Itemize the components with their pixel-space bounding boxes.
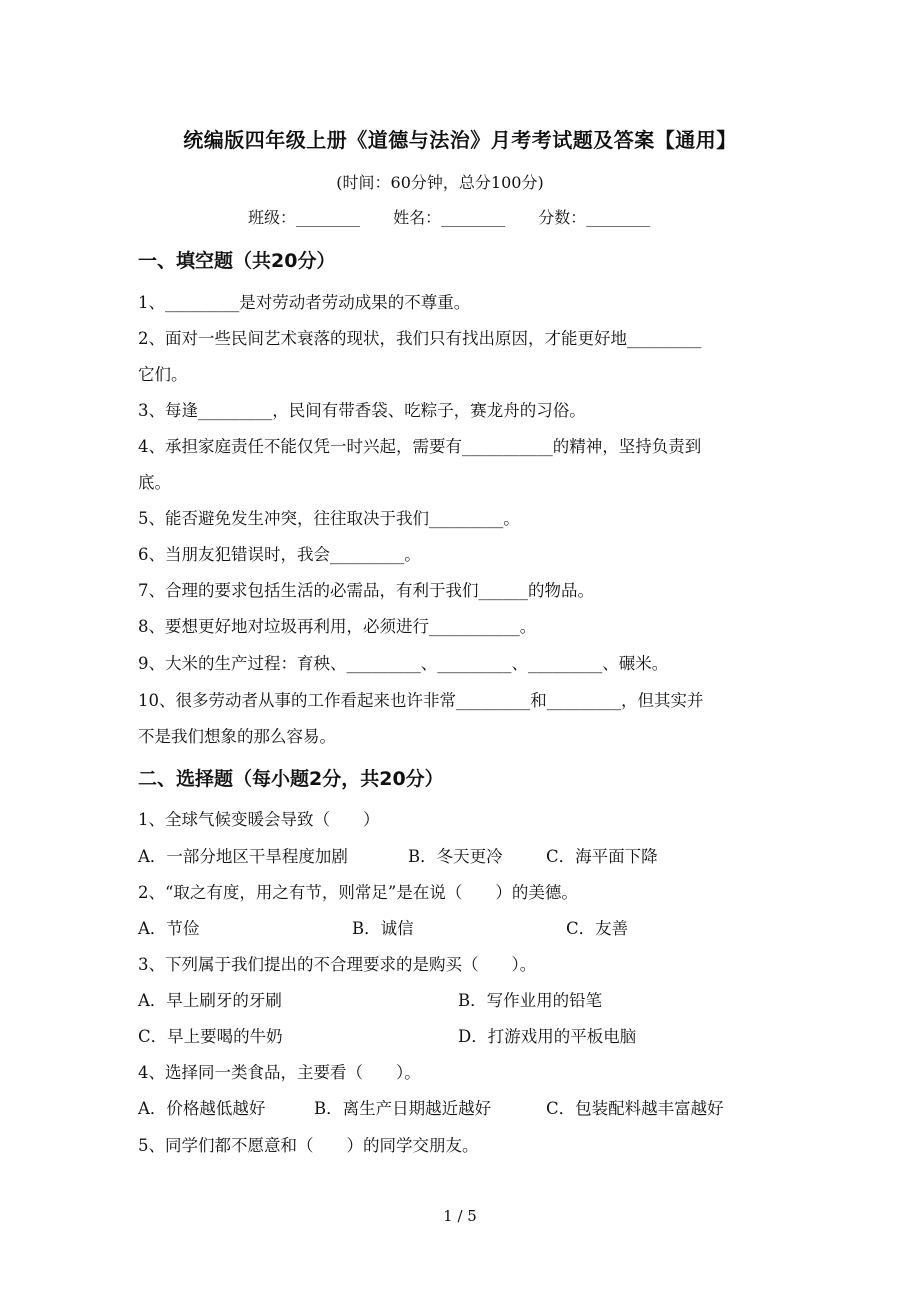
section-heading-multiple-choice: 二、选择题（每小题2分，共20分） [138,768,444,790]
question-line: 4、承担家庭责任不能仅凭一时兴起，需要有___________的精神，坚持负责到 [138,437,702,456]
question-line: 5、能否避免发生冲突，往往取决于我们_________。 [138,509,520,528]
exam-subtitle: (时间：60分钟，总分100分) [336,173,544,192]
option-c: C．早上要喝的牛奶 [138,1027,283,1046]
question-stem: 4、选择同一类食品，主要看（ ）。 [138,1063,421,1082]
option-c: C．友善 [566,919,629,938]
option-c: C．包装配料越丰富越好 [546,1099,724,1118]
question-line: 6、当朋友犯错误时，我会_________。 [138,545,421,564]
option-b: B．冬天更冷 [408,847,503,866]
question-stem: 1、全球气候变暖会导致（ ） [138,810,380,829]
question-stem: 5、同学们都不愿意和（ ）的同学交朋友。 [138,1136,479,1155]
question-line: 它们。 [138,365,188,384]
class-field: 班级：________ [248,208,361,227]
student-info-row [248,205,678,228]
question-stem: 2、“取之有度，用之有节，则常足”是在说（ ）的美德。 [138,883,578,902]
question-line: 9、大米的生产过程：育秧、_________、_________、_________、碾米。 [138,654,669,673]
section-heading-fill-blank: 一、填空题（共20分） [138,250,336,272]
option-a: A．节俭 [138,919,200,938]
question-line: 7、合理的要求包括生活的必需品，有利于我们______的物品。 [138,581,594,600]
question-stem: 3、下列属于我们提出的不合理要求的是购买（ ）。 [138,955,537,974]
page-number: 1 / 5 [443,1207,477,1225]
score-field: 分数：________ [538,208,651,227]
question-line: 3、每逢_________，民间有带香袋、吃粽子，赛龙舟的习俗。 [138,401,586,420]
option-a: A．早上刷牙的牙刷 [138,991,282,1010]
option-d: D．打游戏用的平板电脑 [458,1027,637,1046]
question-line: 底。 [138,473,171,492]
question-line: 1、_________是对劳动者劳动成果的不尊重。 [138,293,471,312]
option-b: B．写作业用的铅笔 [458,991,603,1010]
option-a: A．一部分地区干旱程度加剧 [138,847,348,866]
option-c: C．海平面下降 [546,847,658,866]
option-b: B．诚信 [352,919,414,938]
name-field: 姓名：________ [393,208,506,227]
question-line: 不是我们想象的那么容易。 [138,727,336,746]
question-line: 8、要想更好地对垃圾再利用，必须进行___________。 [138,617,537,636]
exam-title: 统编版四年级上册《道德与法治》月考考试题及答案【通用】 [183,128,737,152]
question-line: 2、面对一些民间艺术衰落的现状，我们只有找出原因，才能更好地_________ [138,329,702,348]
option-b: B．离生产日期越近越好 [314,1099,492,1118]
option-a: A．价格越低越好 [138,1099,266,1118]
question-line: 10、很多劳动者从事的工作看起来也许非常_________和_________，但其实并 [138,691,704,710]
